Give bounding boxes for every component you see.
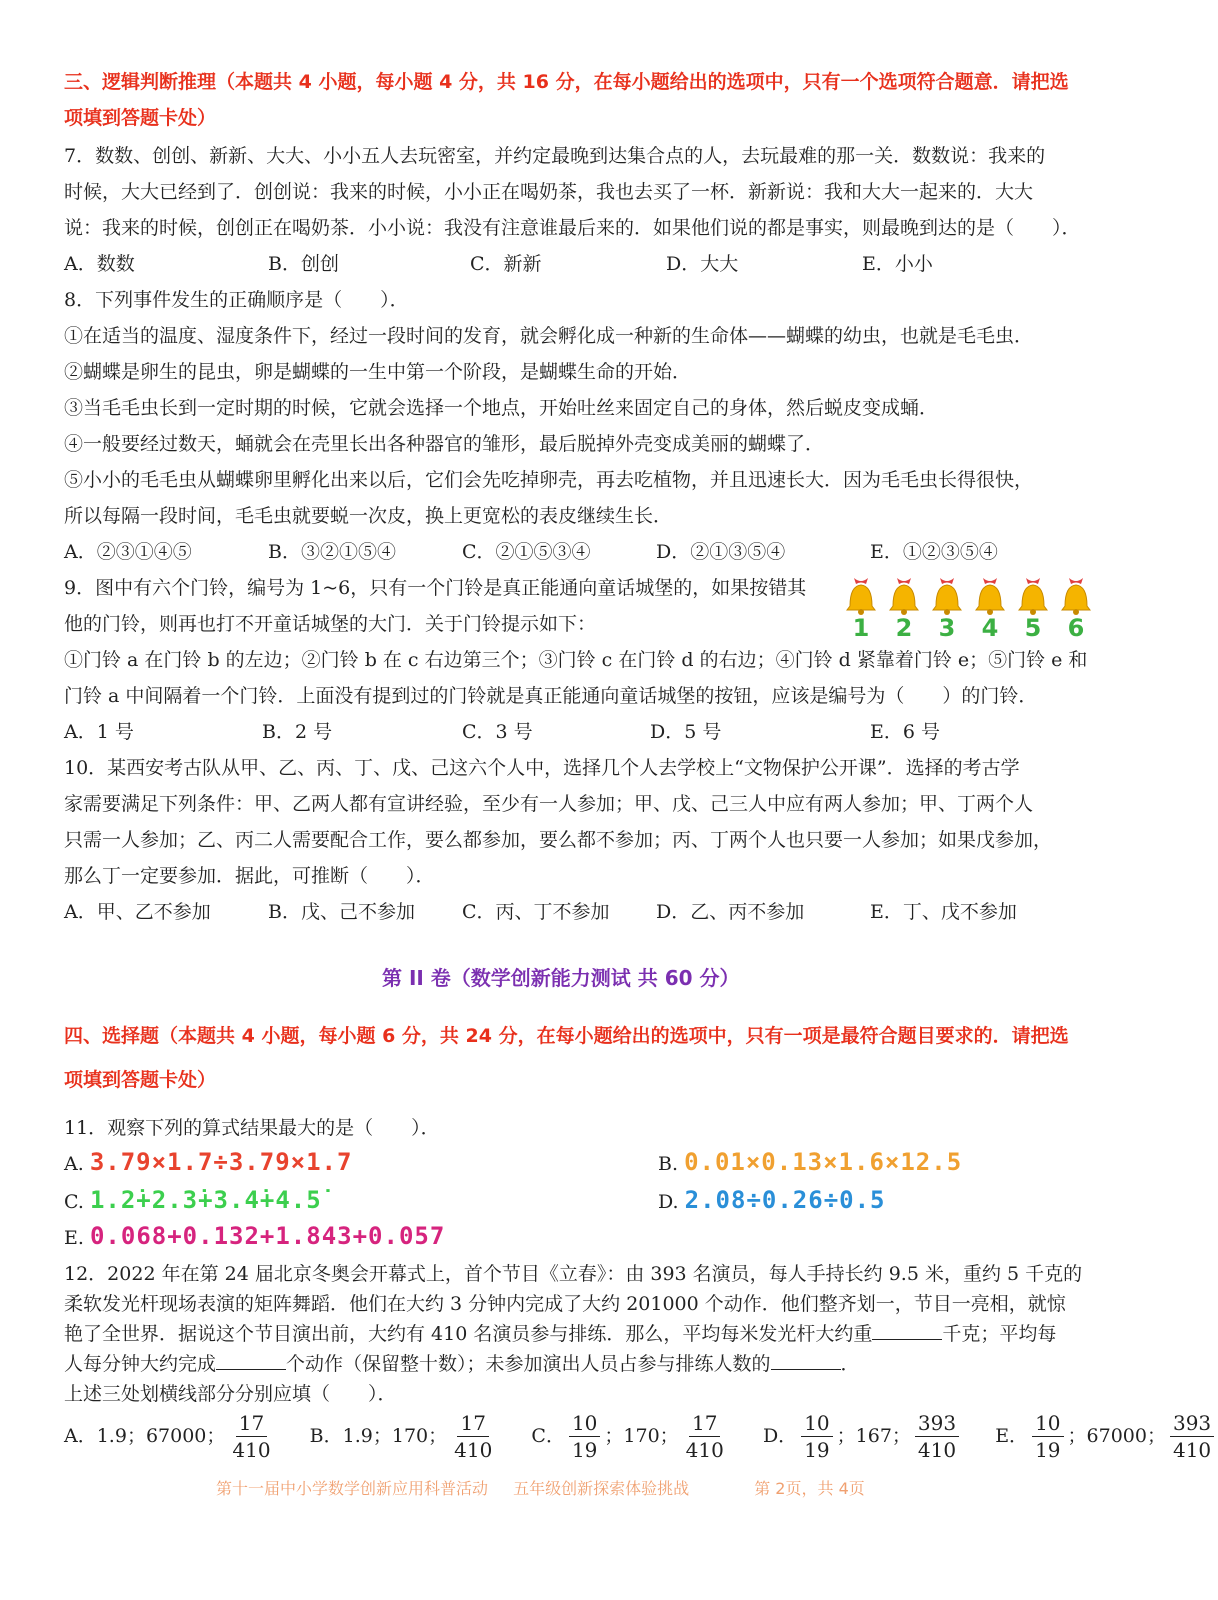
q11-expr-b: 0.01×0.13×1.6×12.5 [684, 1148, 963, 1176]
q11-expr-c: 1.2̇+2.3̇+3.4̇+4.5̇ [89, 1186, 322, 1214]
q12-line: 艳了全世界．据说这个节目演出前，大约有 410 名演员参与排练．那么，平均每米发光杆大约重 千克；平均每 [64, 1323, 1057, 1345]
bell-icon [844, 574, 878, 640]
q8-option-a: A．②③①④⑤ [64, 541, 192, 563]
q11-option-b: B. 0.01×0.13×1.6×12.5 [658, 1148, 963, 1176]
q12-option-c: C． $\frac{10}{19}$ ；170； $\frac{17}{410}$ [531, 1425, 737, 1447]
q8-option-b: B．③②①⑤④ [268, 541, 396, 563]
fraction: $\frac{393}{410}$ [1170, 1410, 1214, 1463]
q8-stem: 8．下列事件发生的正确顺序是（ ）． [64, 289, 409, 311]
answer-blank [872, 1321, 942, 1340]
q7-line: 时候，大大已经到了．创创说：我来的时候，小小正在喝奶茶，我也去买了一杯．新新说：我和大大一起来的．大大 [64, 181, 1034, 203]
q12-line: 人每分钟大约完成 个动作（保留整十数）；未参加演出人员占参与排练人数的 ． [64, 1353, 860, 1375]
section3-header-line2: 项填到答题卡处） [64, 107, 217, 129]
q8-line: 所以每隔一段时间，毛毛虫就要蜕一次皮，换上更宽松的表皮继续生长． [64, 505, 673, 527]
q9-option-e: E．6 号 [870, 721, 940, 743]
svg-text:6: 6 [1067, 614, 1085, 640]
q8-line: ⑤小小的毛毛虫从蝴蝶卵里孵化出来以后，它们会先吃掉卵壳，再去吃植物，并且迅速长大．因为毛毛虫长得很快， [64, 469, 1034, 491]
q8-line: ①在适当的温度、湿度条件下，经过一段时间的发育，就会孵化成一种新的生命体——蝴蝶的幼虫，也就是毛毛虫． [64, 325, 1034, 347]
q12-option-a: A．1.9；67000； $\frac{17}{410}$ [64, 1425, 284, 1447]
bell-icon [973, 574, 1007, 640]
bell-icon [887, 574, 921, 640]
svg-text:2: 2 [895, 614, 913, 640]
q11-option-c: C. 1.2̇+2.3̇+3.4̇+4.5̇ [64, 1186, 322, 1214]
svg-text:1: 1 [852, 614, 870, 640]
fraction: $\frac{10}{19}$ [801, 1410, 832, 1463]
q9-line: 9．图中有六个门铃，编号为 1~6，只有一个门铃是真正能通向童话城堡的，如果按错其 [64, 577, 807, 599]
q10-line: 那么丁一定要参加．据此，可推断（ ）． [64, 865, 435, 887]
bell-icon [1059, 574, 1093, 640]
q7-option-e: E．小小 [862, 253, 933, 275]
bell-icon [1016, 574, 1050, 640]
section4-header-line2: 项填到答题卡处） [64, 1069, 217, 1091]
q8-option-c: C．②①⑤③④ [462, 541, 591, 563]
q11-stem: 11．观察下列的算式结果最大的是（ ）． [64, 1117, 440, 1139]
q12-options-row [64, 1410, 1218, 1463]
svg-text:5: 5 [1024, 614, 1042, 640]
q12-line: 12．2022 年在第 24 届北京冬奥会开幕式上，首个节目《立春》：由 393 名演员，每人手持长约 9.5 米，重约 5 千克的 [64, 1263, 1083, 1285]
part2-title: 第 II 卷（数学创新能力测试 共 60 分） [382, 966, 740, 990]
q7-option-a: A．数数 [64, 253, 135, 275]
q10-option-e: E．丁、戊不参加 [870, 901, 1017, 923]
q9-option-d: D．5 号 [650, 721, 722, 743]
q11-option-a: A. 3.79×1.7÷3.79×1.7 [64, 1148, 353, 1176]
q10-option-c: C．丙、丁不参加 [462, 901, 610, 923]
q7-option-d: D．大大 [666, 253, 739, 275]
fraction: $\frac{17}{410}$ [685, 1411, 724, 1462]
fraction: $\frac{17}{410}$ [232, 1411, 271, 1462]
q8-line: ④一般要经过数天，蛹就会在壳里长出各种器官的雏形，最后脱掉外壳变成美丽的蝴蝶了． [64, 433, 825, 455]
q10-option-d: D．乙、丙不参加 [656, 901, 805, 923]
q12-line: 上述三处划横线部分分别应填（ ）． [64, 1383, 397, 1405]
section3-header-line1: 三、逻辑判断推理（本题共 4 小题，每小题 4 分，共 16 分，在每小题给出的选项中，只有一个选项符合题意．请把选 [64, 71, 1069, 93]
doorbells-figure [844, 574, 1104, 640]
svg-text:3: 3 [938, 614, 956, 640]
q11-expr-d: 2.08÷0.26÷0.5 [684, 1186, 886, 1214]
q10-option-a: A．甲、乙不参加 [64, 901, 211, 923]
q11-option-e: E. 0.068+0.132+1.843+0.057 [64, 1222, 446, 1250]
q12-option-e: E． $\frac{10}{19}$ ；67000； $\frac{393}{410}$ [995, 1425, 1218, 1447]
q9-line: 门铃 a 中间隔着一个门铃．上面没有提到过的门铃就是真正能通向童话城堡的按钮，应该是编号为（ ）的门铃． [64, 685, 1038, 707]
svg-text:4: 4 [981, 614, 999, 640]
q7-option-c: C．新新 [470, 253, 542, 275]
q12-option-b: B．1.9；170； $\frac{17}{410}$ [310, 1425, 506, 1447]
section4-header-line1: 四、选择题（本题共 4 小题，每小题 6 分，共 24 分，在每小题给出的选项中，只有一项是最符合题目要求的．请把选 [64, 1025, 1069, 1047]
footer-page-number: 第 2页，共 4页 [754, 1479, 865, 1498]
page-footer [216, 1476, 885, 1499]
answer-blank [771, 1351, 841, 1370]
q8-option-e: E．①②③⑤④ [870, 541, 998, 563]
q9-option-c: C．3 号 [462, 721, 533, 743]
q7-option-b: B．创创 [268, 253, 339, 275]
q10-line: 家需要满足下列条件：甲、乙两人都有宣讲经验，至少有一人参加；甲、戊、己三人中应有两人参加；甲、丁两个人 [64, 793, 1034, 815]
q9-line: 他的门铃，则再也打不开童话城堡的大门．关于门铃提示如下： [64, 613, 597, 635]
q11-option-d: D. 2.08÷0.26÷0.5 [658, 1186, 886, 1214]
q9-line: ①门铃 a 在门铃 b 的左边；②门铃 b 在 c 右边第三个；③门铃 c 在门铃 d 的右边；④门铃 d 紧靠着门铃 e；⑤门铃 e 和 [64, 649, 1088, 671]
bell-icon [930, 574, 964, 640]
q8-line: ②蝴蝶是卵生的昆虫，卵是蝴蝶的一生中第一个阶段，是蝴蝶生命的开始． [64, 361, 692, 383]
q11-expr-e: 0.068+0.132+1.843+0.057 [89, 1222, 446, 1250]
q10-option-b: B．戊、己不参加 [268, 901, 415, 923]
q7-line: 说：我来的时候，创创正在喝奶茶．小小说：我没有注意谁最后来的．如果他们说的都是事实，则最晚到达的是（ ）． [64, 217, 1081, 239]
footer-grade: 五年级创新探索体验挑战 [513, 1479, 690, 1498]
q11-expr-a: 3.79×1.7÷3.79×1.7 [89, 1148, 353, 1176]
answer-blank [216, 1351, 286, 1370]
q9-option-a: A．1 号 [64, 721, 134, 743]
q8-line: ③当毛毛虫长到一定时期的时候，它就会选择一个地点，开始吐丝来固定自己的身体，然后蜕皮变成蛹． [64, 397, 939, 419]
q10-line: 只需一人参加；乙、丙二人需要配合工作，要么都参加，要么都不参加；丙、丁两个人也只要一人参加；如果戊参加， [64, 829, 1053, 851]
footer-event: 第十一届中小学数学创新应用科普活动 [216, 1479, 489, 1498]
q8-option-d: D．②①③⑤④ [656, 541, 786, 563]
q12-line: 柔软发光杆现场表演的矩阵舞蹈．他们在大约 3 分钟内完成了大约 201000 个动作．他们整齐划一，节目一亮相，就惊 [64, 1293, 1066, 1315]
q7-line: 7．数数、创创、新新、大大、小小五人去玩密室，并约定最晚到达集合点的人，去玩最难的那一关．数数说：我来的 [64, 145, 1046, 167]
fraction: $\frac{10}{19}$ [569, 1410, 600, 1463]
fraction: $\frac{17}{410}$ [454, 1411, 493, 1462]
fraction: $\frac{10}{19}$ [1032, 1410, 1063, 1463]
fraction: $\frac{393}{410}$ [915, 1410, 959, 1463]
q9-option-b: B．2 号 [262, 721, 333, 743]
q10-line: 10．某西安考古队从甲、乙、丙、丁、戊、己这六个人中，选择几个人去学校上“文物保护公开课”．选择的考古学 [64, 757, 1020, 779]
q12-option-d: D． $\frac{10}{19}$ ；167； $\frac{393}{410}$ [763, 1425, 969, 1447]
